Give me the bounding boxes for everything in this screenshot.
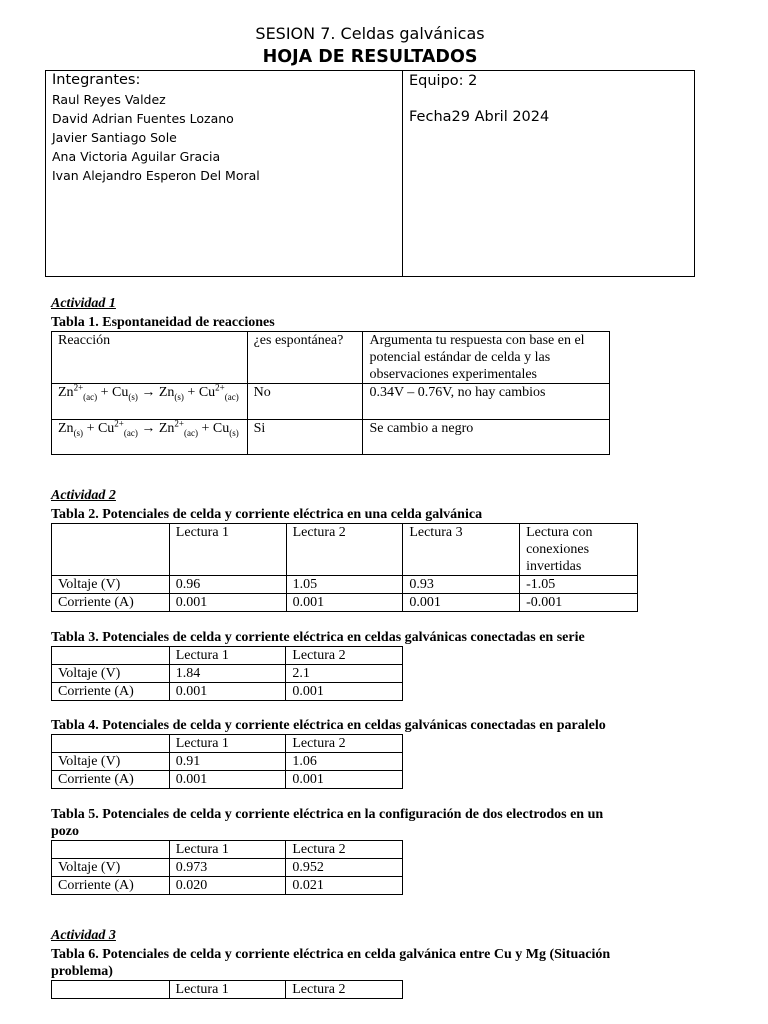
table-cell: 0.952 <box>286 859 403 877</box>
table-header-cell: Lectura 2 <box>286 735 403 753</box>
table-header-cell: Lectura 1 <box>169 735 286 753</box>
table-6-caption: Tabla 6. Potenciales de celda y corriente eléctrica en celda galvánica entre Cu y Mg (Situación <box>51 947 611 962</box>
table-row <box>52 753 403 771</box>
member-name: Raul Reyes Valdez <box>52 92 166 107</box>
table-header-cell: Lectura 2 <box>286 524 403 576</box>
table-cell: 0.020 <box>169 877 286 895</box>
member-name: Ivan Alejandro Esperon Del Moral <box>52 168 260 183</box>
table-5 <box>51 840 403 895</box>
table-cell: 0.021 <box>286 877 403 895</box>
table-cell: 1.84 <box>169 665 286 683</box>
table-row <box>52 859 403 877</box>
table-5-caption-cont: pozo <box>51 824 79 839</box>
table-header-cell: Lectura 1 <box>169 647 286 665</box>
table-header-cell: Lectura 3 <box>403 524 520 576</box>
table-4-caption: Tabla 4. Potenciales de celda y corriente eléctrica en celdas galvánicas conectadas en paralelo <box>51 718 606 733</box>
row-label: Voltaje (V) <box>52 859 170 877</box>
row-label: Voltaje (V) <box>52 665 170 683</box>
table-header-cell <box>52 524 170 576</box>
table-row <box>52 841 403 859</box>
integrantes-label: Integrantes: <box>52 72 141 88</box>
table-2 <box>51 523 638 612</box>
table-header-cell: Lectura 1 <box>169 524 286 576</box>
table-row <box>52 981 403 999</box>
table-row <box>52 524 638 576</box>
table-header-cell <box>52 981 170 999</box>
table-cell: 2.1 <box>286 665 403 683</box>
table-cell: -1.05 <box>520 576 638 594</box>
table-6-caption-cont: problema) <box>51 964 113 979</box>
row-label: Corriente (A) <box>52 594 170 612</box>
argument-cell: 0.34V – 0.76V, no hay cambios <box>363 384 610 420</box>
table-6 <box>51 980 403 999</box>
info-divider <box>402 71 403 276</box>
table-3-caption: Tabla 3. Potenciales de celda y corriente eléctrica en celdas galvánicas conectadas en serie <box>51 630 585 645</box>
member-name: Ana Victoria Aguilar Gracia <box>52 149 221 164</box>
table-row <box>52 771 403 789</box>
table-5-caption: Tabla 5. Potenciales de celda y corriente eléctrica en la configuración de dos electrodos en un <box>51 807 604 822</box>
table-row <box>52 735 403 753</box>
table-row <box>52 665 403 683</box>
team-info-box <box>45 70 695 277</box>
table-header-cell: Reacción <box>52 332 248 384</box>
table-header-cell: ¿es espontánea? <box>247 332 363 384</box>
table-header-cell <box>52 647 170 665</box>
table-header-cell: Lectura 2 <box>286 841 403 859</box>
table-cell: 0.91 <box>169 753 286 771</box>
actividad-1-heading: Actividad 1 <box>51 296 116 311</box>
table-header-cell: Lectura 2 <box>286 647 403 665</box>
spontaneous-cell: No <box>247 384 363 420</box>
table-header-cell <box>52 841 170 859</box>
reaction-cell: $Zn^{2+}_{(ac)} + Cu_{(s)} \to Zn_{(s)} + Cu^{2+}_{(ac)}$ <box>52 384 248 420</box>
table-row <box>52 647 403 665</box>
table-cell: 1.06 <box>286 753 403 771</box>
table-cell: 0.93 <box>403 576 520 594</box>
page-title: SESION 7. Celdas galvánicas <box>255 24 485 43</box>
table-row <box>52 332 610 384</box>
table-header-cell: Lectura 1 <box>169 841 286 859</box>
row-label: Corriente (A) <box>52 877 170 895</box>
table-cell: 0.001 <box>169 771 286 789</box>
actividad-2-heading: Actividad 2 <box>51 488 116 503</box>
table-cell: 1.05 <box>286 576 403 594</box>
table-cell: 0.001 <box>286 594 403 612</box>
table-3 <box>51 646 403 701</box>
spontaneous-cell: Si <box>247 420 363 455</box>
table-cell: 0.001 <box>286 771 403 789</box>
table-row <box>52 384 610 420</box>
row-label: Voltaje (V) <box>52 753 170 771</box>
table-4 <box>51 734 403 789</box>
row-label: Corriente (A) <box>52 771 170 789</box>
table-cell: 0.001 <box>169 683 286 701</box>
member-name: David Adrian Fuentes Lozano <box>52 111 234 126</box>
table-1-caption: Tabla 1. Espontaneidad de reacciones <box>51 315 275 330</box>
table-row <box>52 683 403 701</box>
actividad-3-heading: Actividad 3 <box>51 928 116 943</box>
table-cell: 0.973 <box>169 859 286 877</box>
table-row <box>52 594 638 612</box>
page-subtitle: HOJA DE RESULTADOS <box>262 47 478 67</box>
table-cell: 0.001 <box>403 594 520 612</box>
row-label: Corriente (A) <box>52 683 170 701</box>
table-row <box>52 576 638 594</box>
table-header-cell: Lectura 2 <box>286 981 403 999</box>
table-header-cell <box>52 735 170 753</box>
reaction-cell: $Zn_{(s)} + Cu^{2+}_{(ac)} \to Zn^{2+}_{(ac)} + Cu_{(s)}$ <box>52 420 248 455</box>
argument-cell: Se cambio a negro <box>363 420 610 455</box>
equipo-label: Equipo: 2 <box>409 73 478 89</box>
member-name: Javier Santiago Sole <box>52 130 177 145</box>
table-cell: -0.001 <box>520 594 638 612</box>
row-label: Voltaje (V) <box>52 576 170 594</box>
table-cell: 0.96 <box>169 576 286 594</box>
table-cell: 0.001 <box>286 683 403 701</box>
table-header-cell: Lectura con conexiones invertidas <box>520 524 638 576</box>
table-cell: 0.001 <box>169 594 286 612</box>
table-header-cell: Lectura 1 <box>169 981 286 999</box>
fecha-label: Fecha29 Abril 2024 <box>409 109 550 125</box>
table-2-caption: Tabla 2. Potenciales de celda y corriente eléctrica en una celda galvánica <box>51 507 483 522</box>
table-header-cell: Argumenta tu respuesta con base en el potencial estándar de celda y las observaciones experimentales <box>363 332 610 384</box>
table-row <box>52 877 403 895</box>
table-1 <box>51 331 610 455</box>
table-row <box>52 420 610 455</box>
